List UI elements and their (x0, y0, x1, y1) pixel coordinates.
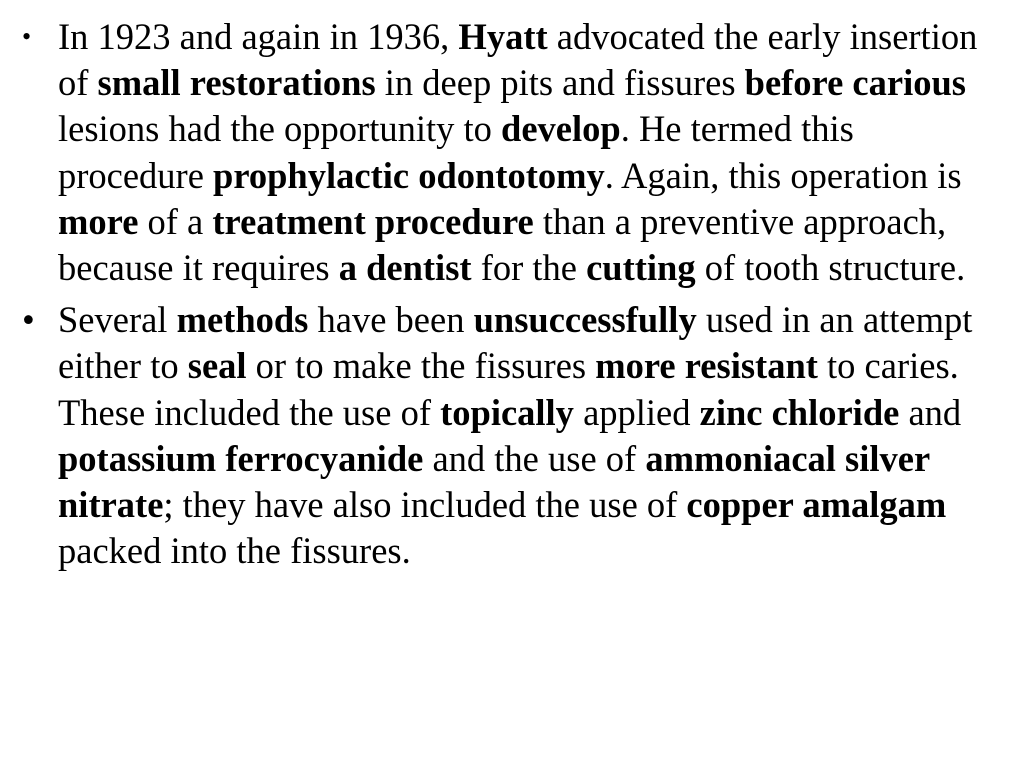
text-run: lesions had the opportunity to (58, 108, 502, 150)
bold-term: ammoniacal silver nitrate (58, 437, 930, 526)
bold-term: Hyatt (458, 16, 548, 57)
bold-term: prophylactic odontotomy (213, 154, 605, 196)
text-run: . Again, this operation is (604, 154, 962, 196)
bold-term: before carious (744, 62, 966, 104)
bold-term: more (58, 200, 139, 242)
bold-term: more resistant (595, 345, 818, 387)
bold-term: cutting (586, 247, 696, 289)
bold-term: zinc chloride (699, 391, 900, 433)
text-run: used in an attempt either to (58, 299, 973, 387)
bold-term: methods (176, 299, 309, 341)
text-run: packed into the fissures. (58, 530, 411, 572)
text-run: applied (573, 391, 700, 433)
bold-term: develop (501, 108, 621, 150)
text-run: to caries. These included the use of (58, 345, 959, 433)
bold-term: potassium ferrocyanide (58, 437, 424, 479)
text-run: and (899, 391, 962, 433)
bullet-text (58, 299, 972, 571)
bold-term: small restorations (97, 62, 376, 104)
text-run: and the use of (423, 437, 646, 479)
text-run: than a preventive approach, because it requires (58, 200, 947, 289)
text-run: . He termed this procedure (58, 108, 854, 196)
bullet-item-hyatt (22, 14, 1002, 291)
bold-term: seal (187, 345, 247, 387)
bold-term: topically (440, 391, 574, 433)
bullet-text (58, 16, 977, 288)
bold-term: unsuccessfully (473, 299, 697, 341)
text-run: In 1923 and again in 1936, (58, 16, 459, 57)
bullet-item-methods (22, 297, 1002, 574)
text-run: advocated the early insertion of (58, 16, 978, 104)
text-run: or to make the fissures (246, 345, 596, 387)
text-run: Several (58, 299, 177, 341)
text-run: for the (471, 247, 587, 289)
text-run: ; they have also included the use of (163, 484, 687, 526)
text-run: in deep pits and fissures (375, 62, 745, 104)
bold-term: a dentist (338, 247, 472, 289)
text-run: have been (308, 299, 474, 341)
bullet-marker: • (22, 22, 32, 51)
bold-term: treatment procedure (212, 200, 534, 242)
text-run: of a (138, 200, 213, 242)
text-run: of tooth structure. (695, 247, 966, 289)
bullet-marker: • (22, 299, 35, 341)
bullet-list (22, 14, 1002, 574)
bold-term: copper amalgam (686, 484, 947, 526)
